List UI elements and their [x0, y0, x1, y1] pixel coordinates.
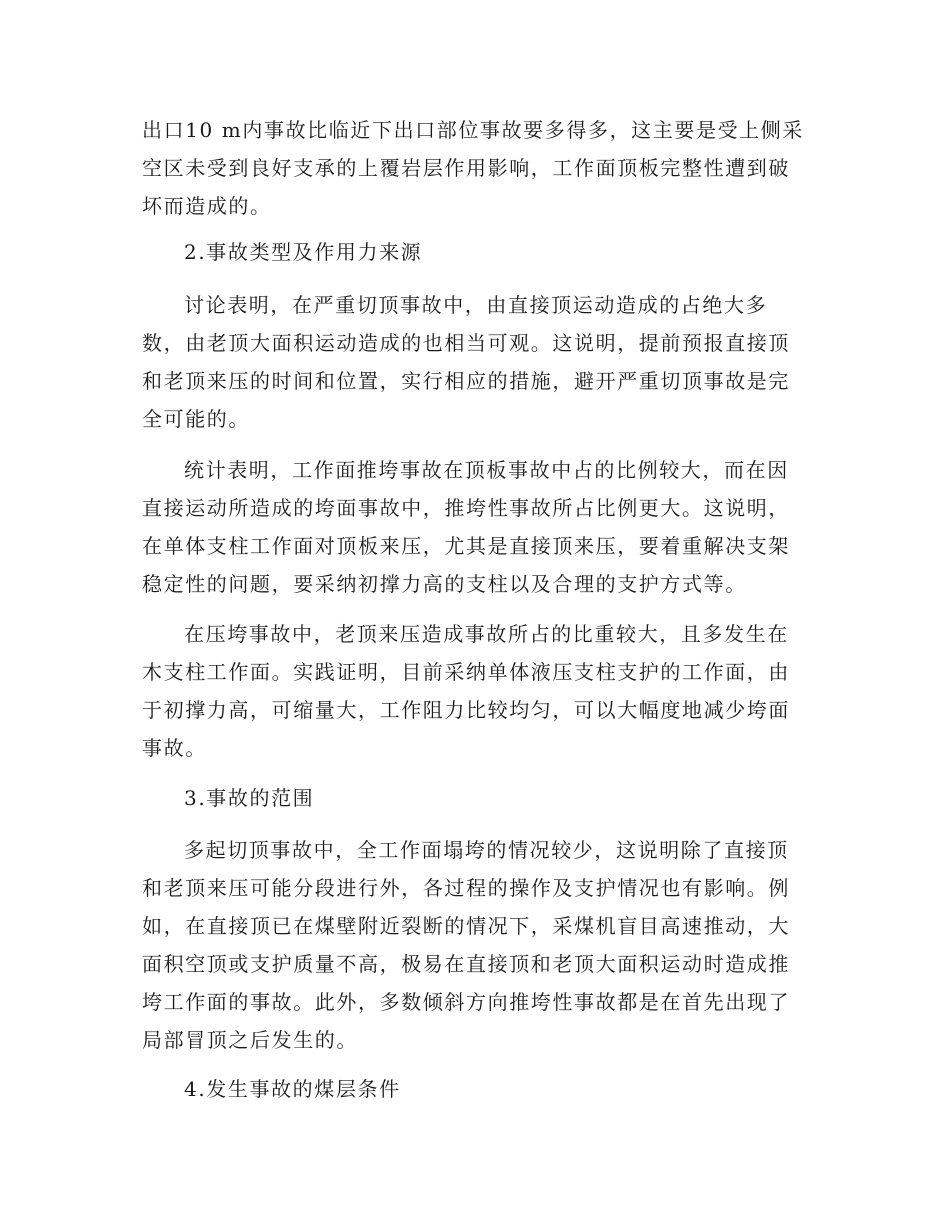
- paragraph-4: [142, 615, 802, 767]
- text-line: 多起切顶事故中，全工作面塌垮的情况较少，这说明除了直接顶: [184, 838, 789, 862]
- text-line: 在单体支柱工作面对顶板来压，尤其是直接顶来压，要着重解决支架: [142, 534, 790, 558]
- section-heading-2: [142, 233, 802, 271]
- text-line: 直接运动所造成的垮面事故中，推垮性事故所占比例更大。这说明，: [142, 496, 790, 520]
- text-line: 坏而造成的。: [142, 194, 272, 218]
- text-line: 空区未受到良好支承的上覆岩层作用影响，工作面顶板完整性遭到破: [142, 156, 790, 180]
- text-line: 垮工作面的事故。此外，多数倾斜方向推垮性事故都是在首先出现了: [142, 990, 790, 1014]
- text-line: 在压垮事故中，老顶来压造成事故所占的比重较大，且多发生在: [184, 622, 789, 646]
- text-line: 如，在直接顶已在煤壁附近裂断的情况下，采煤机盲目高速推动，大: [142, 914, 790, 938]
- section-heading: 4.发生事故的煤层条件: [184, 1077, 401, 1101]
- section-heading-3: [142, 779, 802, 817]
- text-line: 事故。: [142, 736, 207, 760]
- text-line: 局部冒顶之后发生的。: [142, 1028, 358, 1052]
- section-heading: 2.事故类型及作用力来源: [184, 240, 423, 264]
- text-line: 和老顶来压可能分段进行外，各过程的操作及支护情况也有影响。例: [142, 876, 790, 900]
- text-line: 木支柱工作面。实践证明，目前采纳单体液压支柱支护的工作面，由: [142, 660, 790, 684]
- text-line: 稳定性的问题，要采纳初撑力高的支柱以及合理的支护方式等。: [142, 572, 747, 596]
- text-line: 和老顶来压的时间和位置，实行相应的措施，避开严重切顶事故是完: [142, 369, 790, 393]
- text-line: 统计表明，工作面推垮事故在顶板事故中占的比例较大，而在因: [184, 458, 789, 482]
- paragraph-1: [142, 111, 802, 225]
- text-line: 出口10 m内事故比临近下出口部位事故要多得多，这主要是受上侧采: [142, 118, 804, 142]
- text-line: 面积空顶或支护质量不高，极易在直接顶和老顶大面积运动时造成推: [142, 952, 790, 976]
- section-heading: 3.事故的范围: [184, 786, 315, 810]
- text-line: 于初撑力高，可缩量大，工作阻力比较均匀，可以大幅度地减少垮面: [142, 698, 790, 722]
- paragraph-3: [142, 451, 802, 603]
- text-line: 数，由老顶大面积运动造成的也相当可观。这说明，提前预报直接顶: [142, 331, 790, 355]
- paragraph-2: [142, 286, 802, 438]
- text-line: 全可能的。: [142, 407, 250, 431]
- section-heading-4: [142, 1070, 802, 1108]
- text-line: 讨论表明，在严重切顶事故中，由直接顶运动造成的占绝大多: [184, 293, 768, 317]
- paragraph-5: [142, 831, 802, 1059]
